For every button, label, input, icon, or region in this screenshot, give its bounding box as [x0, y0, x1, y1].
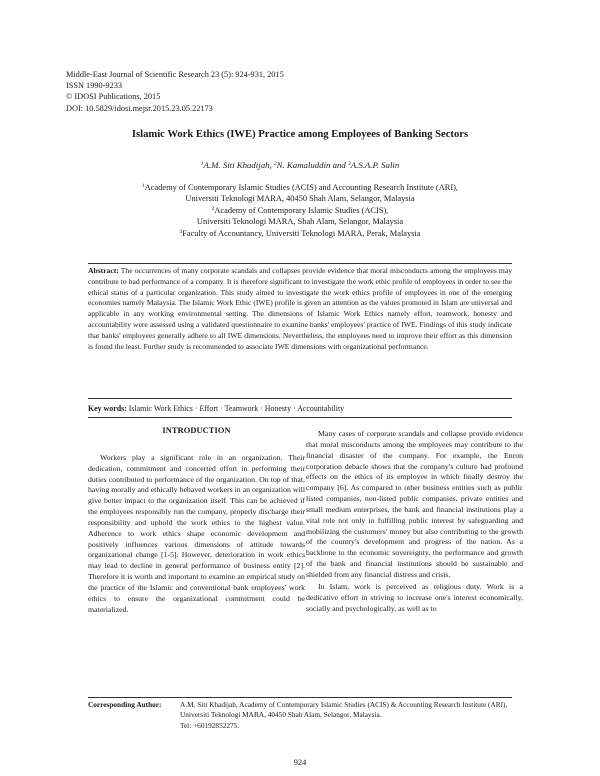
corresponding-author-body: [180, 700, 512, 731]
author-1: A.M. Siti Khadijah,: [203, 160, 274, 170]
author-3: A.S.A.P. Salin: [350, 160, 400, 170]
author-3-superscript: 3: [348, 161, 351, 167]
keywords-bottom-rule: [88, 417, 512, 418]
affiliation-line: Universiti Teknologi MARA, Shah Alam, Selangor, Malaysia: [196, 217, 404, 227]
affiliation-2-superscript: 2: [211, 205, 215, 212]
paragraph: Many cases of corporate scandals and collapse provide evidence that moral misconducts among the employees may contribute to the financial disaster of the company. For example, the Enron corporation debacle shows that the company's culture had profound effects on the ethics of its employee in which finally destroy the company [6]. As compared to other business entities such as public listed companies, non-listed public companies, private entities and small medium enterprises, the bank and financial institutions play a vital role not only in fulfilling public interest by safeguarding and mobilizing the customers' money but also contributing to the growth of the country's development and progress of the nation. As a backbone to the economic sovereignty, the performance and growth of the bank and financial institutions should be sustainable and shielded from any financial distress and crisis.: [306, 429, 523, 579]
affiliation-1-text: Academy of Contemporary Islamic Studies (ACIS) and Accounting Research Institute (ARI),: [144, 183, 459, 192]
abstract-top-rule: [88, 263, 512, 264]
left-column: [88, 426, 305, 616]
affiliations: [0, 182, 600, 239]
affiliation-1-superscript: 1: [141, 183, 145, 189]
affiliation-2-text: Academy of Contemporary Islamic Studies (ACIS),: [214, 205, 389, 215]
affiliation-line: [0, 228, 600, 239]
author-1-superscript: 1: [200, 161, 204, 167]
paragraph: Workers play a significant role in an organization. Their dedication, commitment and concerted effort in performing their duties contributed to performance of the organization. On top of that, having morally and ethically behaved workers in an organization will give better impact to the organization itself. This can be achieved if the employees responsibly run the company, properly discharge their responsibility and uphold the work ethics to the highest value. Adherence to work ethics shape economic development and positively influences various dimensions of attitude towards organizational change [1-5]. However, deterioration in work ethics may lead to decline in general performance of business entity [2]. Therefore it is worth and important to examine an empirical study on the practice of the Islamic and conventional bank employees' work ethics to ensure the organizational commitment could be materialized.: [88, 452, 305, 614]
keywords-text: Islamic Work Ethics · Effort · Teamwork · Honesty · Accountability: [128, 404, 345, 413]
abstract-bottom-rule: [88, 398, 512, 399]
abstract: [88, 266, 512, 352]
affiliation-3-text: Faculty of Accountancy, Universiti Teknologi MARA, Perak, Malaysia: [182, 228, 421, 238]
corresponding-author: [88, 700, 512, 731]
footnote-rule: [88, 697, 512, 698]
journal-doi: DOI: 10.5829/idosi.mejsr.2015.23.05.22173: [66, 103, 213, 113]
abstract-label: Abstract:: [88, 266, 119, 275]
keywords-label: Key words:: [88, 404, 127, 413]
author-list: [0, 160, 600, 170]
journal-issn: ISSN 1990-9233: [66, 81, 123, 91]
paragraph: In Islam, work is perceived as religious duty. Work is a dedicative effort in striving to increase one's interest economically, socially and psychologically, as well as to: [306, 581, 523, 613]
section-heading-introduction: INTRODUCTION: [162, 426, 231, 435]
affiliation-line: Universiti Teknologi MARA, 40450 Shah Alam, Selangor, Malaysia: [185, 194, 415, 204]
keywords: [88, 404, 344, 413]
corresponding-author-label: Corresponding Author:: [88, 700, 162, 709]
journal-info: [66, 69, 284, 114]
page-number: 924: [293, 758, 307, 767]
affiliation-3-superscript: 3: [179, 228, 183, 235]
corresponding-author-phone: Tel: +60192852275.: [180, 720, 240, 730]
abstract-text: The occurrences of many corporate scandals and collapses provide evidence that moral misconducts among the employees may contribute to bad performance of a company. It is therefore significant to investigate the work ethic profile of employees in order to see the ethical status of a particular organization. This study aimed to investigate the work ethics profile of employees in one of the emerging economies namely Malaysia. The Islamic Work Ethic (IWE) profile is given an attention as the values promoted in Islam are universal and applicable in any working environmental setting. The dimensions of Islamic Work Ethics namely effort, teamwork, honesty and accountability were assessed using a validated questionnaire to examine banks' employees' practice of IWE. Findings of this study indicate that banks' employees generally adhere to all IWE dimensions. Nevertheless, the employees need to improve their effort as this dimension is found the least. Further study is recommended to associate IWE dimensions with organizational performance.: [88, 266, 512, 351]
author-2-superscript: 2: [273, 161, 277, 167]
paper-title: Islamic Work Ethics (IWE) Practice among Employees of Banking Sectors: [131, 129, 469, 140]
journal-citation: Middle-East Journal of Scientific Research 23 (5): 924-931, 2015: [66, 70, 284, 79]
journal-publisher: © IDOSI Publications, 2015: [66, 92, 161, 102]
affiliation-line: [0, 205, 600, 216]
affiliation-line: [0, 182, 600, 193]
author-2: N. Kamaluddin and: [276, 160, 349, 170]
right-column: [306, 429, 523, 614]
corresponding-author-address: A.M. Siti Khadijah, Academy of Contemporary Islamic Studies (ACIS) & Accounting Research Institute (ARI), Universiti Teknologi MARA, 40450 Shah Alam, Selangor, Malaysia.: [180, 700, 508, 720]
